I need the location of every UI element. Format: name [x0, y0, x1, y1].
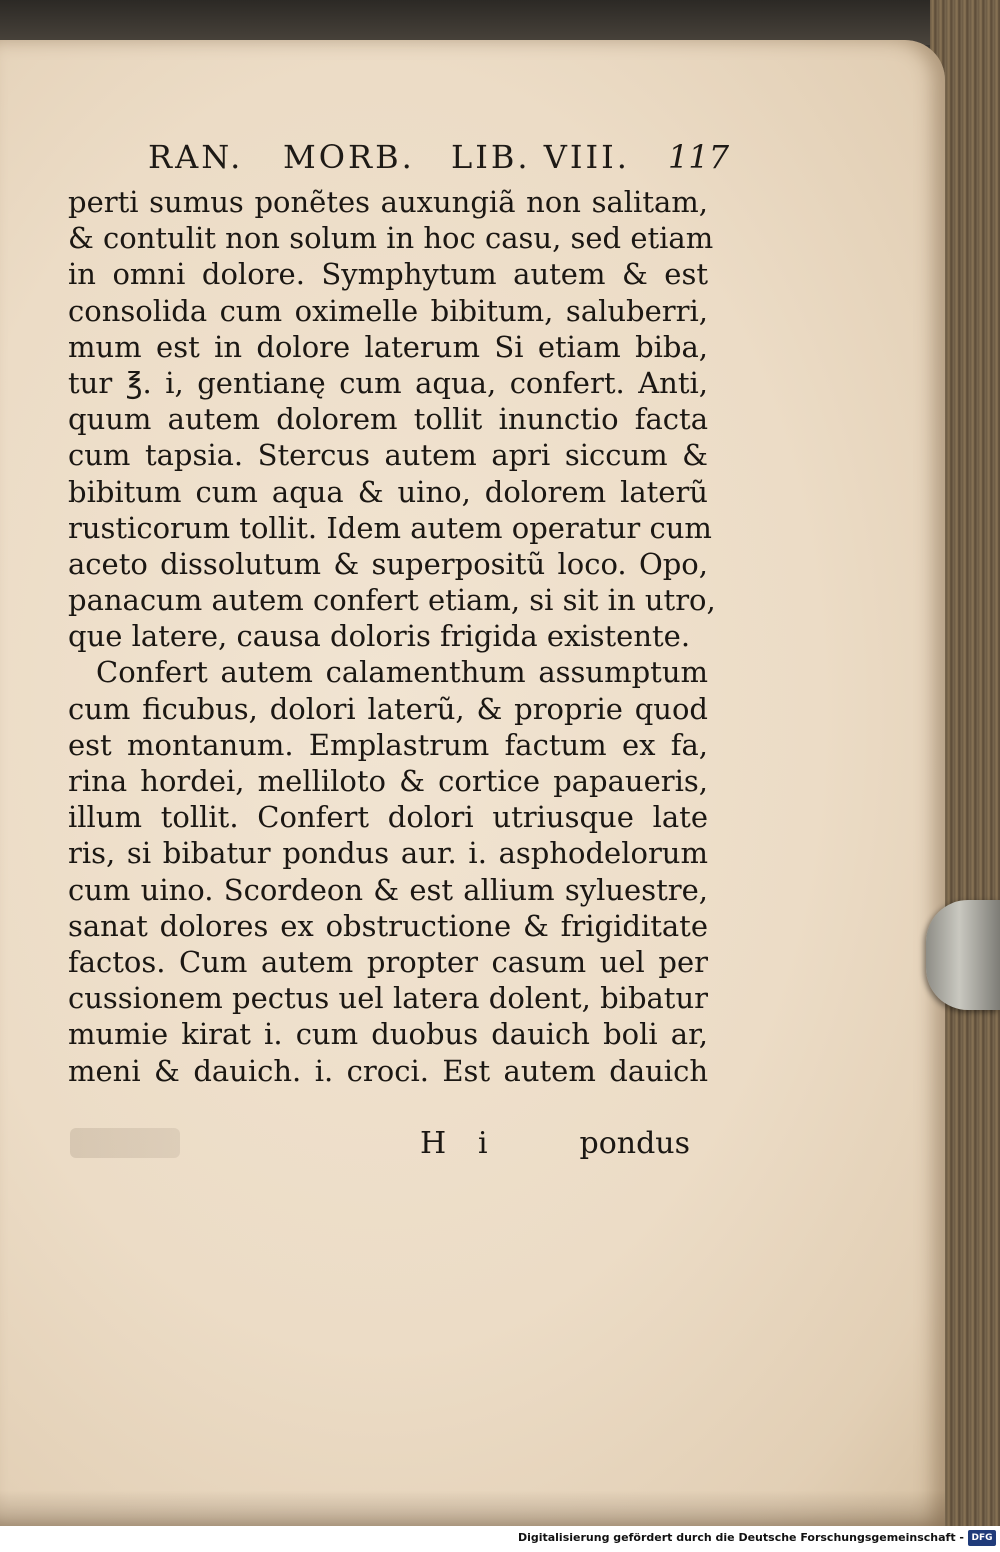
text-line: sanat dolores ex obstructione & frigiditate [68, 908, 708, 943]
signature-mark: H [420, 1126, 447, 1161]
signature-number: i [478, 1126, 488, 1161]
text-line: cum ficubus, dolori laterũ, & proprie quod [68, 691, 708, 726]
text-line: aceto dissolutum & superpositũ loco. Opo, [68, 546, 708, 581]
text-line: & contulit non solum in hoc casu, sed etiam [68, 221, 714, 256]
header-part-2: MORB. [283, 138, 415, 176]
binding-shadow [0, 0, 1000, 45]
text-line: Confert autem calamenthum assumptum [96, 655, 708, 690]
text-line: consolida cum oximelle bibitum, saluberri, [68, 293, 708, 328]
funding-credit: Digitalisierung gefördert durch die Deutsche Forschungsgemeinschaft - [517, 1531, 964, 1544]
text-line: rina hordei, melliloto & cortice papaueris, [68, 764, 708, 798]
page-bottom-shadow [0, 1490, 945, 1526]
text-line: mum est in dolore laterum Si etiam biba, [68, 329, 708, 364]
text-line: mumie kirat i. cum duobus dauich boli ar, [68, 1017, 708, 1052]
body-text [68, 184, 716, 1089]
text-line: factos. Cum autem propter casum uel per [68, 944, 708, 979]
text-line: perti sumus ponẽtes auxungiã non salitam, [68, 185, 708, 219]
catchword: pondus [579, 1126, 690, 1161]
text-line: est montanum. Emplastrum factum ex fa, [68, 727, 708, 762]
header-part-1: RAN. [148, 138, 244, 176]
catchline [68, 1126, 690, 1166]
text-line: rusticorum tollit. Idem autem operatur cum [68, 510, 712, 545]
text-line: cussionem pectus uel latera dolent, bibatur [68, 981, 708, 1016]
text-line: in omni dolore. Symphytum autem & est [68, 257, 708, 292]
text-line: illum tollit. Confert dolori utriusque late [68, 800, 708, 835]
header-part-3: LIB. VIII. [451, 138, 630, 176]
running-header [148, 138, 728, 182]
text-line: ris, si bibatur pondus aur. i. asphodelorum [68, 836, 708, 871]
text-line: cum uino. Scordeon & est allium syluestre, [68, 872, 708, 907]
page-clip [926, 900, 1000, 1010]
page-number: 117 [668, 138, 730, 176]
text-line: panacum autem confert etiam, si sit in utro, [68, 583, 716, 618]
text-line: cum tapsia. Stercus autem apri siccum & [68, 438, 708, 473]
dfg-logo: DFG [968, 1530, 996, 1546]
text-line: meni & dauich. i. croci. Est autem dauich [68, 1053, 708, 1088]
text-line: que latere, causa doloris frigida existente. [68, 619, 691, 654]
text-line: tur ℥. i, gentianę cum aqua, confert. Anti, [68, 365, 708, 400]
text-line: bibitum cum aqua & uino, dolorem laterũ [68, 474, 708, 509]
text-line: quum autem dolorem tollit inunctio facta [68, 402, 708, 437]
footer-bar [0, 1526, 1000, 1552]
